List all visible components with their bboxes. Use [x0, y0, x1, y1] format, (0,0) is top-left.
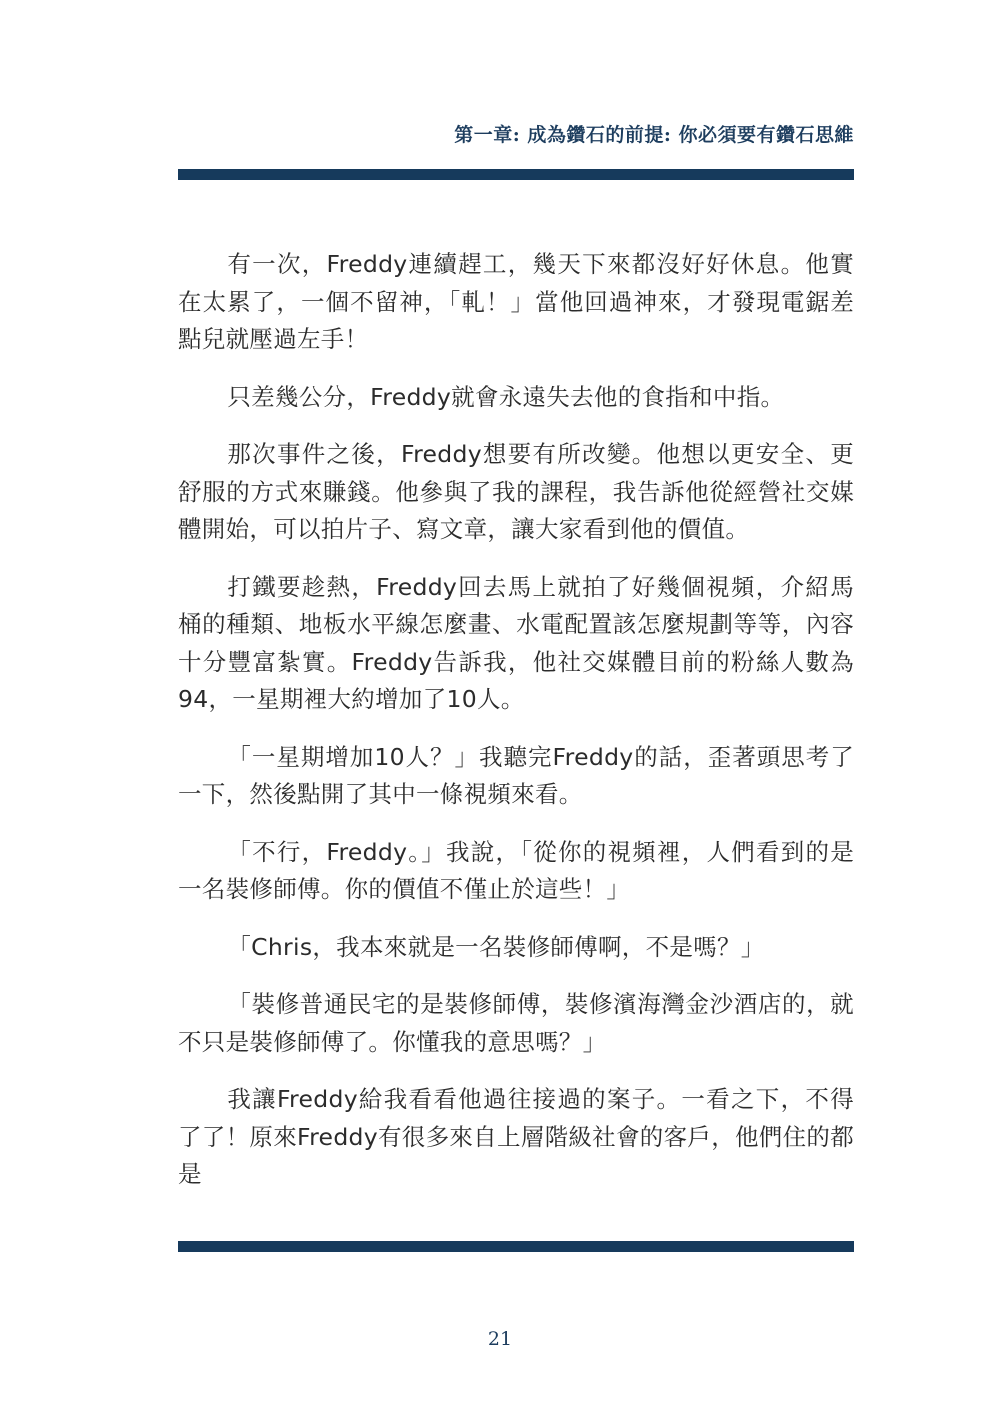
- paragraph: 「不行，Freddy。」我說，「從你的視頻裡，人們看到的是一名裝修師傅。你的價值不僅止於這些！」: [178, 837, 854, 903]
- page-number: 21: [487, 1328, 513, 1350]
- paragraph: 「一星期增加10人？」我聽完Freddy的話，歪著頭思考了一下，然後點開了其中一條視頻來看。: [178, 742, 854, 808]
- header-divider: [178, 169, 854, 180]
- chapter-header: 第一章: 成為鑽石的前提: 你必須要有鑽石思維: [454, 124, 854, 146]
- paragraph: 我讓Freddy給我看看他過往接過的案子。一看之下，不得了了！原來Freddy有很多來自上層階級社會的客戶，他們住的都是: [178, 1085, 854, 1188]
- paragraph: 打鐵要趁熱，Freddy回去馬上就拍了好幾個視頻，介紹馬桶的種類、地板水平線怎麼畫、水電配置該怎麼規劃等等，內容十分豐富紮實。Freddy告訴我，他社交媒體目前的粉絲人數為94，一星期裡大約增加了10人。: [178, 572, 854, 713]
- paragraph: 「Chris，我本來就是一名裝修師傅啊，不是嗎？」: [227, 932, 765, 961]
- paragraph: 那次事件之後，Freddy想要有所改變。他想以更安全、更舒服的方式來賺錢。他參與了我的課程，我告訴他從經營社交媒體開始，可以拍片子、寫文章，讓大家看到他的價值。: [178, 440, 854, 543]
- paragraph: 只差幾公分，Freddy就會永遠失去他的食指和中指。: [227, 382, 785, 411]
- footer-divider: [178, 1241, 854, 1252]
- body-text: [178, 246, 854, 1214]
- paragraph: 「裝修普通民宅的是裝修師傅，裝修濱海灣金沙酒店的，就不只是裝修師傅了。你懂我的意思嗎？」: [178, 990, 854, 1056]
- paragraph: 有一次，Freddy連續趕工，幾天下來都沒好好休息。他實在太累了，一個不留神，「軋！」當他回過神來，才發現電鋸差點兒就壓過左手！: [178, 250, 854, 353]
